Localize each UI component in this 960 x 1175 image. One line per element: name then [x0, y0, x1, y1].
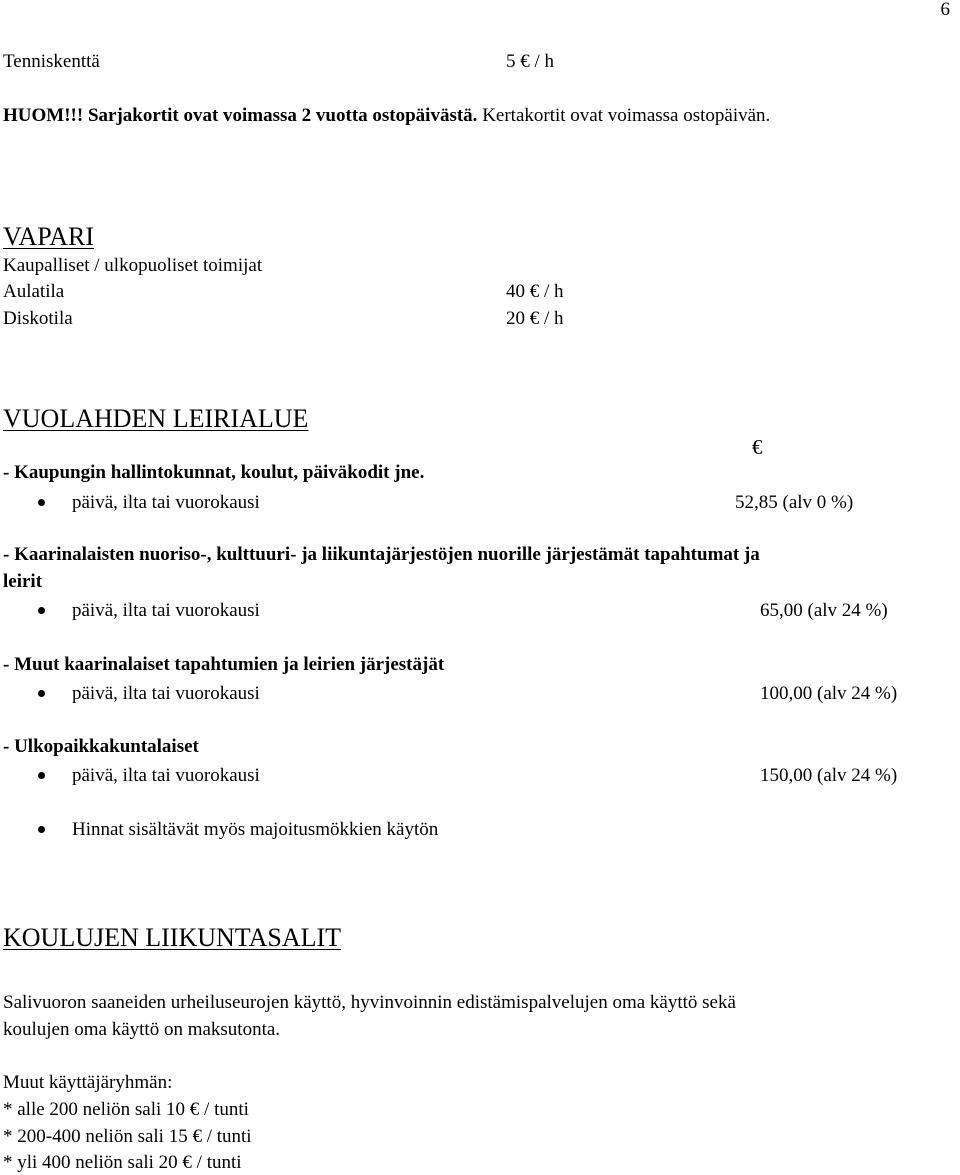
group-price: 100,00 (alv 24 %)	[760, 683, 898, 704]
tennis-label: Tenniskenttä	[3, 51, 100, 72]
group-price: 52,85 (alv 0 %)	[735, 492, 854, 513]
vapari-subheading: Kaupalliset / ulkopuoliset toimijat	[3, 255, 263, 276]
group-title: - Muut kaarinalaiset tapahtumien ja leirien järjestäjät	[3, 654, 445, 675]
group-price: 65,00 (alv 24 %)	[760, 600, 888, 621]
validity-note-normal: Kertakortit ovat voimassa ostopäivän.	[477, 105, 771, 126]
vapari-row-label: Diskotila	[3, 308, 73, 329]
validity-note-bold: HUOM!!! Sarjakortit ovat voimassa 2 vuotta ostopäivästä.	[3, 105, 478, 126]
bullet-icon	[38, 607, 45, 614]
validity-note	[3, 106, 770, 125]
leirialue-heading: VUOLAHDEN LEIRIALUE	[3, 404, 309, 433]
liikuntasalit-paragraph-continued: koulujen oma käyttö on maksutonta.	[3, 1019, 281, 1040]
group-title-continued: leirit	[3, 571, 43, 592]
group-item: päivä, ilta tai vuorokausi	[72, 683, 260, 704]
rate-line: * alle 200 neliön sali 10 € / tunti	[3, 1099, 249, 1120]
rate-line: * 200-400 neliön sali 15 € / tunti	[3, 1126, 252, 1147]
bullet-icon	[38, 690, 45, 697]
group-title: - Kaarinalaisten nuoriso-, kulttuuri- ja liikuntajärjestöjen nuorille järjestämät tapahtumat ja	[3, 544, 760, 565]
vapari-heading: VAPARI	[3, 222, 95, 251]
vapari-row-price: 20 € / h	[506, 308, 564, 329]
leirialue-footnote: Hinnat sisältävät myös majoitusmökkien käytön	[72, 819, 439, 840]
liikuntasalit-heading: KOULUJEN LIIKUNTASALIT	[3, 923, 342, 952]
currency-symbol: €	[752, 435, 763, 459]
group-item: päivä, ilta tai vuorokausi	[72, 492, 260, 513]
group-price: 150,00 (alv 24 %)	[760, 765, 898, 786]
bullet-icon	[38, 826, 45, 833]
rate-line: * yli 400 neliön sali 20 € / tunti	[3, 1152, 242, 1173]
group-item: päivä, ilta tai vuorokausi	[72, 600, 260, 621]
page-number: 6	[940, 0, 950, 20]
bullet-icon	[38, 499, 45, 506]
others-label: Muut käyttäjäryhmän:	[3, 1072, 173, 1093]
liikuntasalit-paragraph: Salivuoron saaneiden urheiluseurojen käyttö, hyvinvoinnin edistämispalvelujen oma käyttö sekä	[3, 992, 736, 1013]
vapari-row-label: Aulatila	[3, 281, 65, 302]
group-item: päivä, ilta tai vuorokausi	[72, 765, 260, 786]
group-title: - Kaupungin hallintokunnat, koulut, päiväkodit jne.	[3, 462, 425, 483]
group-title: - Ulkopaikkakuntalaiset	[3, 736, 199, 757]
tennis-price: 5 € / h	[506, 51, 555, 72]
vapari-row-price: 40 € / h	[506, 281, 564, 302]
bullet-icon	[38, 772, 45, 779]
